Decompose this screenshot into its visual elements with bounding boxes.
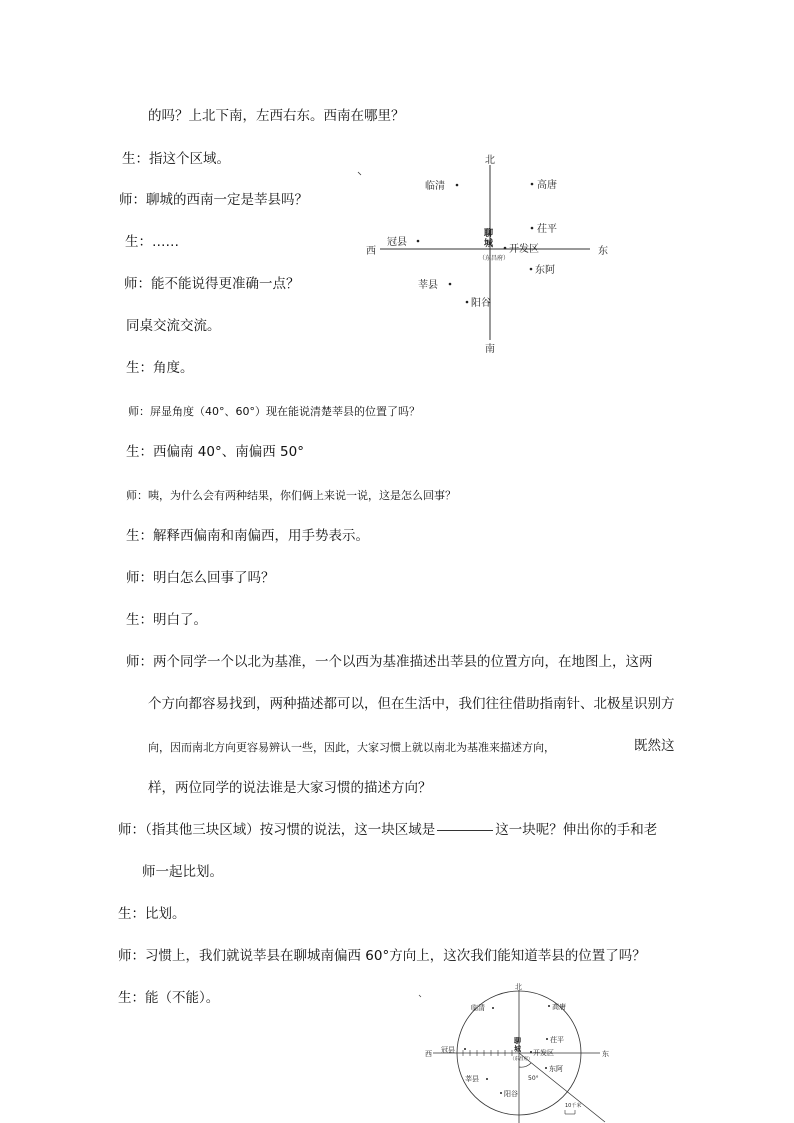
north-label: 北 [485, 155, 495, 166]
gaotang-dot [531, 183, 534, 186]
west-label: 西 [425, 1050, 432, 1058]
shenxian-dot [449, 283, 452, 286]
linqing-label: 临清 [425, 181, 445, 192]
text-line-18 [118, 821, 657, 839]
kaifaqu-label: 开发区 [509, 244, 539, 255]
linqing-dot [456, 184, 459, 187]
text-line-21: 师：习惯上，我们就说莘县在聊城南偏西 60°方向上，这次我们能知道莘县的位置了吗？ [118, 948, 646, 964]
kaifaqu-dot [530, 1051, 532, 1053]
guanxian-label: 冠县 [387, 237, 407, 248]
chiping-dot [531, 227, 534, 230]
text-line-6: 同桌交流交流。 [126, 318, 221, 334]
center-label-1: 聊 [514, 1037, 521, 1045]
text-line-3: 师：聊城的西南一定是莘县吗？ [119, 192, 308, 208]
blank-dash [437, 830, 493, 831]
shenxian-label: 莘县 [465, 1075, 479, 1083]
gaotang-label: 高唐 [552, 1003, 566, 1011]
donge-dot [545, 1067, 547, 1069]
text-line-8: 师：屏显角度（40°、60°）现在能说清楚莘县的位置了吗？ [128, 405, 420, 418]
center-sub-label: （东昌府） [479, 255, 510, 262]
gaotang-label: 高唐 [537, 180, 557, 191]
guanxian-dot [417, 240, 420, 243]
east-label: 东 [598, 246, 608, 257]
guanxian-dot [464, 1048, 466, 1050]
text-line-18-b: 这一块呢？伸出你的手和老 [495, 822, 658, 838]
text-line-10: 师：咦，为什么会有两种结果，你们俩上来说一说，这是怎么回事？ [126, 489, 456, 502]
text-line-12: 师：明白怎么回事了吗？ [126, 570, 275, 586]
text-line-2: 生：指这个区域。 [122, 151, 230, 167]
direction-ray [519, 1053, 605, 1122]
center-label-2: 城 [484, 239, 494, 249]
text-line-19: 师一起比划。 [142, 864, 223, 880]
center-label-1: 聊 [484, 229, 494, 239]
map-diagram-2 [415, 982, 615, 1123]
text-line-13: 生：明白了。 [126, 612, 207, 628]
shenxian-dot [486, 1078, 488, 1080]
north-label: 北 [515, 983, 522, 991]
yanggu-dot [466, 301, 469, 304]
text-line-1: 的吗？上北下南，左西右东。西南在哪里？ [148, 108, 405, 124]
kaifaqu-label: 开发区 [533, 1049, 554, 1057]
text-line-22: 生：能（不能）。 [118, 990, 220, 1006]
text-line-20: 生：比划。 [118, 906, 186, 922]
chiping-label: 茌平 [550, 1036, 564, 1044]
text-line-17: 样，两位同学的说法谁是大家习惯的描述方向？ [148, 780, 432, 796]
text-line-18-a: 师：（指其他三块区域）按习惯的说法，这一块区域是 [118, 822, 436, 838]
text-line-9: 生：西偏南 40°、南偏西 50° [126, 444, 304, 460]
chiping-dot [546, 1038, 548, 1040]
center-sub-label: （东昌府） [510, 1057, 533, 1062]
donge-label: 东阿 [535, 265, 555, 276]
yanggu-dot [500, 1092, 502, 1094]
text-line-4: 生：…… [125, 234, 179, 250]
text-line-15: 个方向都容易找到，两种描述都可以，但在生活中，我们往往借助指南针、北极星识别方 [148, 696, 675, 712]
text-line-5: 师：能不能说得更准确一点？ [124, 276, 300, 292]
text-line-14: 师：两个同学一个以北为基准，一个以西为基准描述出莘县的位置方向，在地图上，这两 [126, 654, 653, 670]
east-label: 东 [602, 1050, 609, 1058]
kaifaqu-dot [504, 247, 507, 250]
text-line-11: 生：解释西偏南和南偏西，用手势表示。 [126, 528, 369, 544]
shenxian-label: 莘县 [418, 280, 438, 291]
scale-label: 10千米 [565, 1103, 582, 1109]
linqing-label: 临清 [471, 1004, 485, 1012]
donge-label: 东阿 [549, 1065, 563, 1073]
text-line-16b: 既然这 [634, 738, 675, 754]
center-label-2: 城 [514, 1045, 521, 1053]
angle-label: 50° [528, 1075, 539, 1082]
west-label: 西 [366, 246, 376, 257]
linqing-dot [492, 1007, 494, 1009]
guanxian-label: 冠县 [441, 1046, 455, 1054]
map-diagram-1 [355, 150, 625, 360]
text-line-7: 生：角度。 [126, 360, 194, 376]
chiping-label: 茌平 [537, 224, 557, 235]
yanggu-label: 阳谷 [471, 298, 491, 309]
gaotang-dot [548, 1005, 550, 1007]
yanggu-label: 阳谷 [504, 1090, 518, 1098]
donge-dot [530, 268, 533, 271]
text-line-16: 向，因而南北方向更容易辨认一些，因此，大家习惯上就以南北为基准来描述方向， [148, 741, 555, 754]
south-label: 南 [485, 344, 495, 355]
